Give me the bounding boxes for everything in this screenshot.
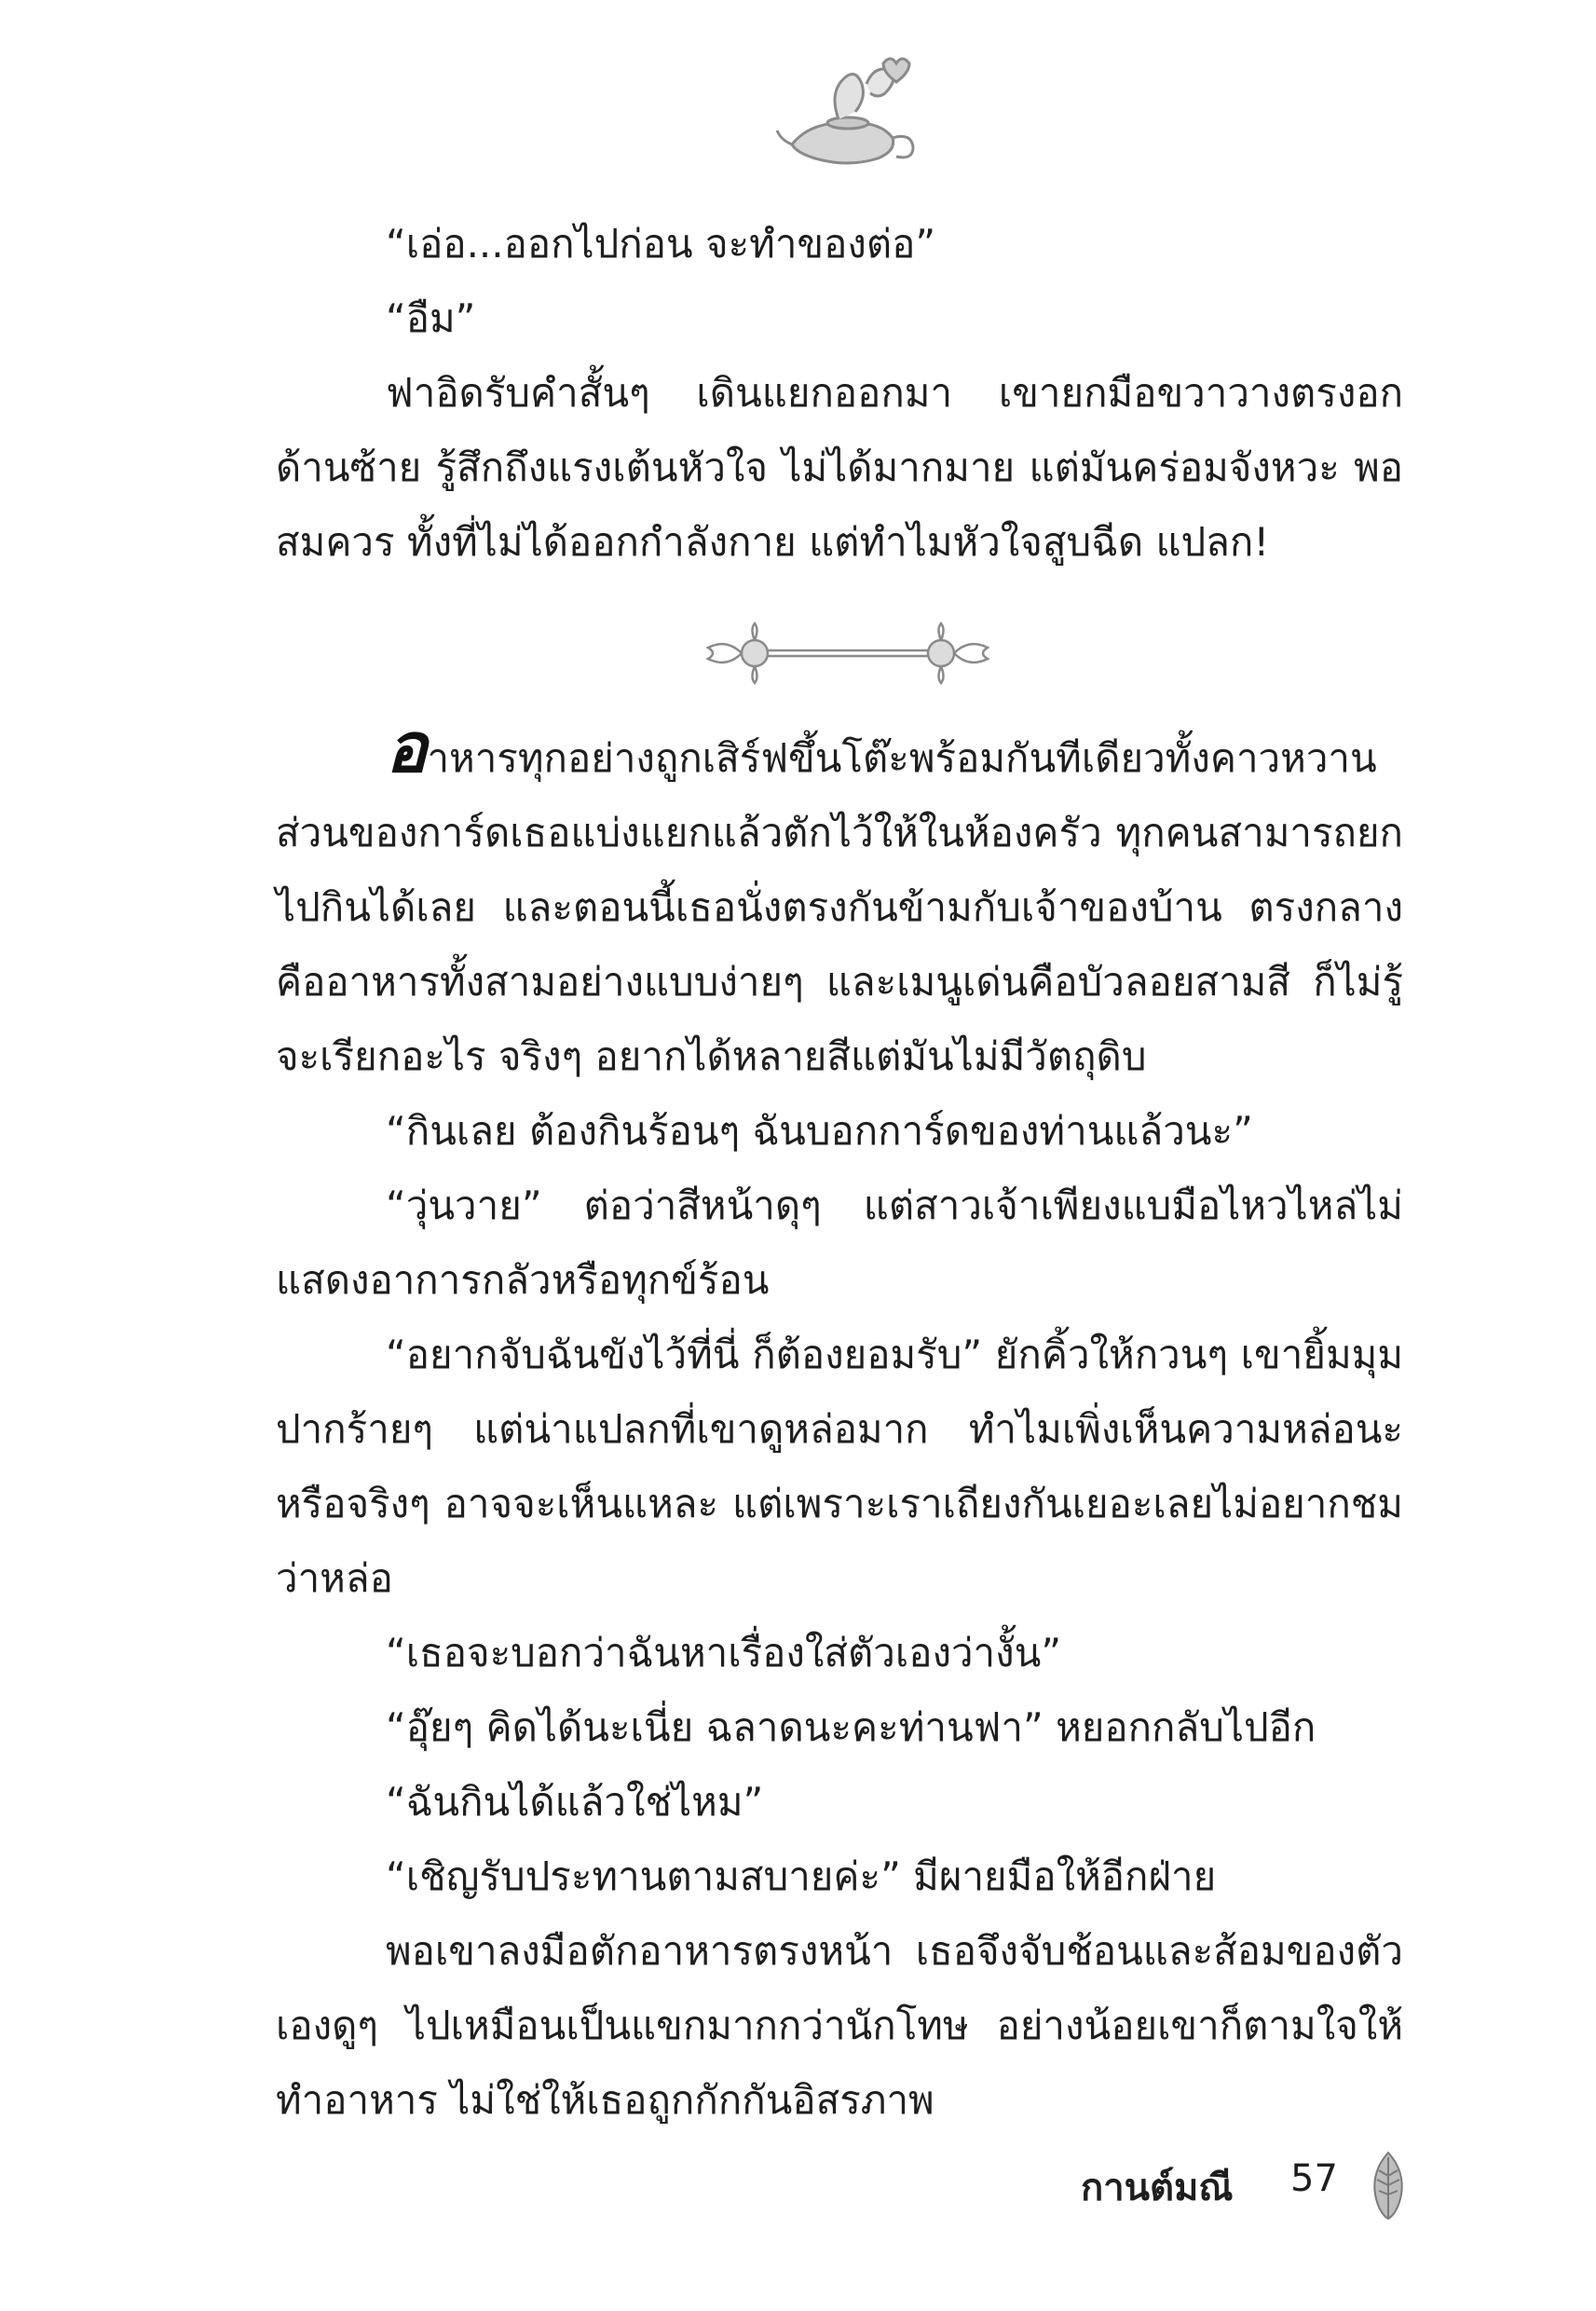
paragraph: “เอ่อ...ออกไปก่อน จะทำของต่อ” [386,221,936,267]
paragraph: “ฉันกินได้แล้วใช่ไหม” [386,1779,764,1825]
paragraph: ฟาอิดรับคำสั้นๆ เดินแยกออกมา เขายกมือขวาวางตรงอก ด้านซ้าย รู้สึกถึงแรงเต้นหัวใจ ไม่ได้มากมาย แต่มันคร่อมจังหวะ พอสมควร ทั้งที่ไม่ได้ออกกำลังกาย แต่ทำไมหัวใจสูบฉีด แปลก! [276,370,1403,565]
feather-icon [1360,2148,1416,2222]
main-text-block [276,708,1403,2138]
paragraph-text: าหารทุกอย่างถูกเสิร์ฟขึ้นโต๊ะพร้อมกันทีเดียวทั้งคาวหวาน ส่วนของการ์ดเธอแบ่งแยกแล้วตักไว้ให้ในห้องครัว ทุกคนสามารถยกไปกินได้เลย และตอนนี้เธอนั่งตรงกันข้ามกับเจ้าของบ้าน ตรงกลางคืออาหารทั้งสามอย่างแบบง่ายๆ และเมนูเด่นคือบัวลอยสามสี ก็ไม่รู้จะเรียกอะไร จริงๆ อยากได้หลายสีแต่มันไม่มีวัตถุดิบ [276,735,1403,1079]
paragraph: พอเขาลงมือตักอาหารตรงหน้า เธอจึงจับช้อนและส้อมของตัวเองดูๆ ไปเหมือนเป็นแขกมากกว่านักโทษ อย่างน้อยเขาก็ตามใจให้ทำอาหาร ไม่ใช่ให้เธอถูกกักกันอิสรภาพ [276,1928,1403,2123]
paragraph: “อุ๊ยๆ คิดได้นะเนี่ย ฉลาดนะคะท่านฟา” หยอกกลับไปอีก [386,1704,1316,1750]
paragraph: “วุ่นวาย” ต่อว่าสีหน้าดุๆ แต่สาวเจ้าเพียงแบมือไหวไหล่ไม่แสดงอาการกลัวหรือทุกข์ร้อน [276,1183,1403,1303]
top-text-block [276,207,1403,580]
page-footer [1081,2148,1453,2222]
paragraph: “กินเลย ต้องกินร้อนๆ ฉันบอกการ์ดของท่านแล้วนะ” [386,1108,1253,1154]
paragraph: “อืม” [386,295,476,341]
page-number: 57 [1290,2157,1338,2200]
paragraph: “เธอจะบอกว่าฉันหาเรื่องใส่ตัวเองว่างั้น” [386,1630,1062,1675]
paragraph: “อยากจับฉันขังไว้ที่นี่ ก็ต้องยอมรับ” ยักคิ้วให้กวนๆ เขายิ้มมุมปากร้ายๆ แต่น่าแปลกที่เขาดูหล่อมาก ทำไมเพิ่งเห็นความหล่อนะ หรือจริงๆ อาจจะเห็นแหละ แต่เพราะเราเถียงกันเยอะเลยไม่อยากชมว่าหล่อ [276,1332,1403,1601]
teapot-lamp-icon [773,47,922,177]
paragraph: “เชิญรับประทานตามสบายค่ะ” มีผายมือให้อีกฝ่าย [386,1853,1217,1899]
drop-cap: อ [386,708,428,788]
ornamental-divider-icon [699,620,997,685]
author-name: กานต์มณี [1081,2167,1234,2209]
paragraph [276,708,1403,1094]
